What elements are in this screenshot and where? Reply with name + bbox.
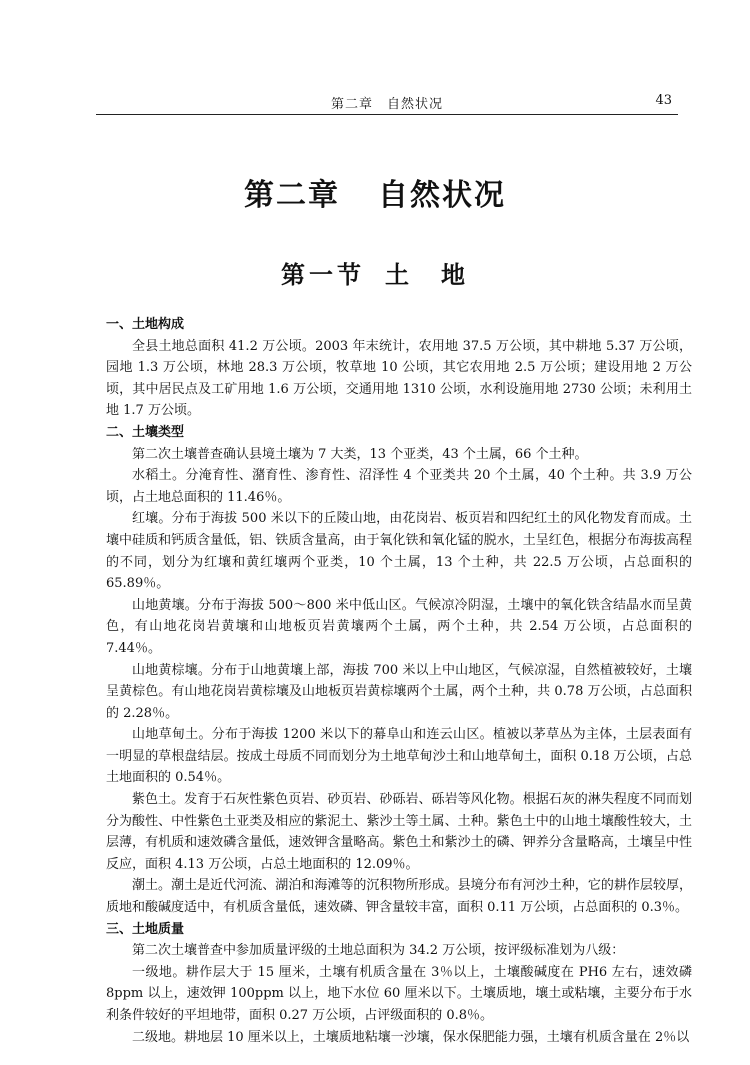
page-header xyxy=(96,88,678,115)
paragraph: 潮土。潮土是近代河流、湖泊和海滩等的沉积物所形成。县境分布有河沙土种，它的耕作层较厚，质地和酸碱度适中，有机质含量低，速效磷、钾含量较丰富，面积 0.11 万公顷，占总面积的 0.3％。 xyxy=(106,878,692,916)
subsection-heading: 二、土壤类型 xyxy=(106,424,185,440)
section-name: 土 地 xyxy=(385,260,469,289)
paragraph: 紫色土。发育于石灰性紫色页岩、砂页岩、砂砾岩、砾岩等风化物。根据石灰的淋失程度不同而划分为酸性、中性紫色土亚类及相应的紫泥土、紫沙土等土属、土种。紫色土中的山地土壤酸性较大，土层薄，有机质和速效磷含量低，速效钾含量略高。紫色土和紫沙土的磷、钾养分含量略高，土壤呈中性反应，面积 4.13 万公顷，占总土地面积的 12.09％。 xyxy=(106,792,692,872)
chapter-title xyxy=(0,170,750,214)
paragraph: 一级地。耕作层大于 15 厘米，土壤有机质含量在 3％以上，土壤酸碱度在 PH6 左右，速效磷 8ppm 以上，速效钾 100ppm 以上，地下水位 60 厘米以下。土壤质地，壤土或粘壤，主要分布于水利条件较好的平坦地带，面积 0.27 万公顷，占评级面积的 0.8％。 xyxy=(106,964,692,1023)
paragraph: 二级地。耕地层 10 厘米以上，土壤质地粘壤一沙壤，保水保肥能力强，土壤有机质含量在 2％以 xyxy=(132,1029,690,1045)
body-text xyxy=(106,314,692,1048)
page-number: 43 xyxy=(655,93,672,108)
subsection-heading: 一、土地构成 xyxy=(106,317,185,332)
section-number: 第一节 xyxy=(281,260,365,289)
paragraph: 红壤。分布于海拔 500 米以下的丘陵山地，由花岗岩、板页岩和四纪红土的风化物发育而成。土壤中硅质和钙质含量低，铝、铁质含量高，由于氧化铁和氧化锰的脱水，土呈红色，根据分布海拔高程的不同，划分为红壤和黄红壤两个亚类，10 个土属，13 个土种，共 22.5 万公顷，占总面积的 65.89％。 xyxy=(106,511,692,592)
paragraph: 山地草甸土。分布于海拔 1200 米以下的幕阜山和连云山区。植被以茅草丛为主体，土层表面有一明显的草根盘结层。按成土母质不同而划分为土地草甸沙土和山地草甸土，面积 0.18 万公顷，占总土地面积的 0.54％。 xyxy=(106,727,692,786)
chapter-number: 第二章 xyxy=(244,178,340,213)
chapter-name: 自然状况 xyxy=(378,178,506,213)
paragraph: 全县土地总面积 41.2 万公顷。2003 年末统计，农用地 37.5 万公顷，其中耕地 5.37 万公顷，园地 1.3 万公顷，林地 28.3 万公顷，牧草地 10 公顷，其它农用地 2.5 万公顷；建设用地 2 万公顷，其中居民点及工矿用地 1.6 万公顷，交通用地 1310 公顷，水利设施用地 2730 公顷；未利用土地 1.7 万公顷。 xyxy=(106,338,692,419)
running-title: 第二章 自然状况 xyxy=(330,97,443,112)
subsection-heading: 三、土地质量 xyxy=(106,921,185,937)
paragraph: 第二次土壤普查确认县境土壤为 7 大类，13 个亚类，43 个土属，66 个土种。 xyxy=(132,446,588,462)
paragraph: 山地黄壤。分布于海拔 500～800 米中低山区。气候凉冷阴湿，土壤中的氧化铁含结晶水而呈黄色，有山地花岗岩黄壤和山地板页岩黄壤两个土属，两个土种，共 2.54 万公顷，占总面积的 7.44％。 xyxy=(106,597,692,656)
paragraph: 水稻土。分淹育性、潴育性、渗育性、沼泽性 4 个亚类共 20 个土属，40 个土种。共 3.9 万公顷，占土地总面积的 11.46％。 xyxy=(106,468,692,505)
paragraph: 山地黄棕壤。分布于山地黄壤上部，海拔 700 米以上中山地区，气候凉湿，自然植被较好，土壤呈黄棕色。有山地花岗岩黄棕壤及山地板页岩黄棕壤两个土属，两个土种，共 0.78 万公顷，占总面积的 2.28％。 xyxy=(106,662,692,721)
paragraph: 第二次土壤普查中参加质量评级的土地总面积为 34.2 万公顷，按评级标准划为八级： xyxy=(132,943,625,959)
section-title xyxy=(0,255,750,290)
